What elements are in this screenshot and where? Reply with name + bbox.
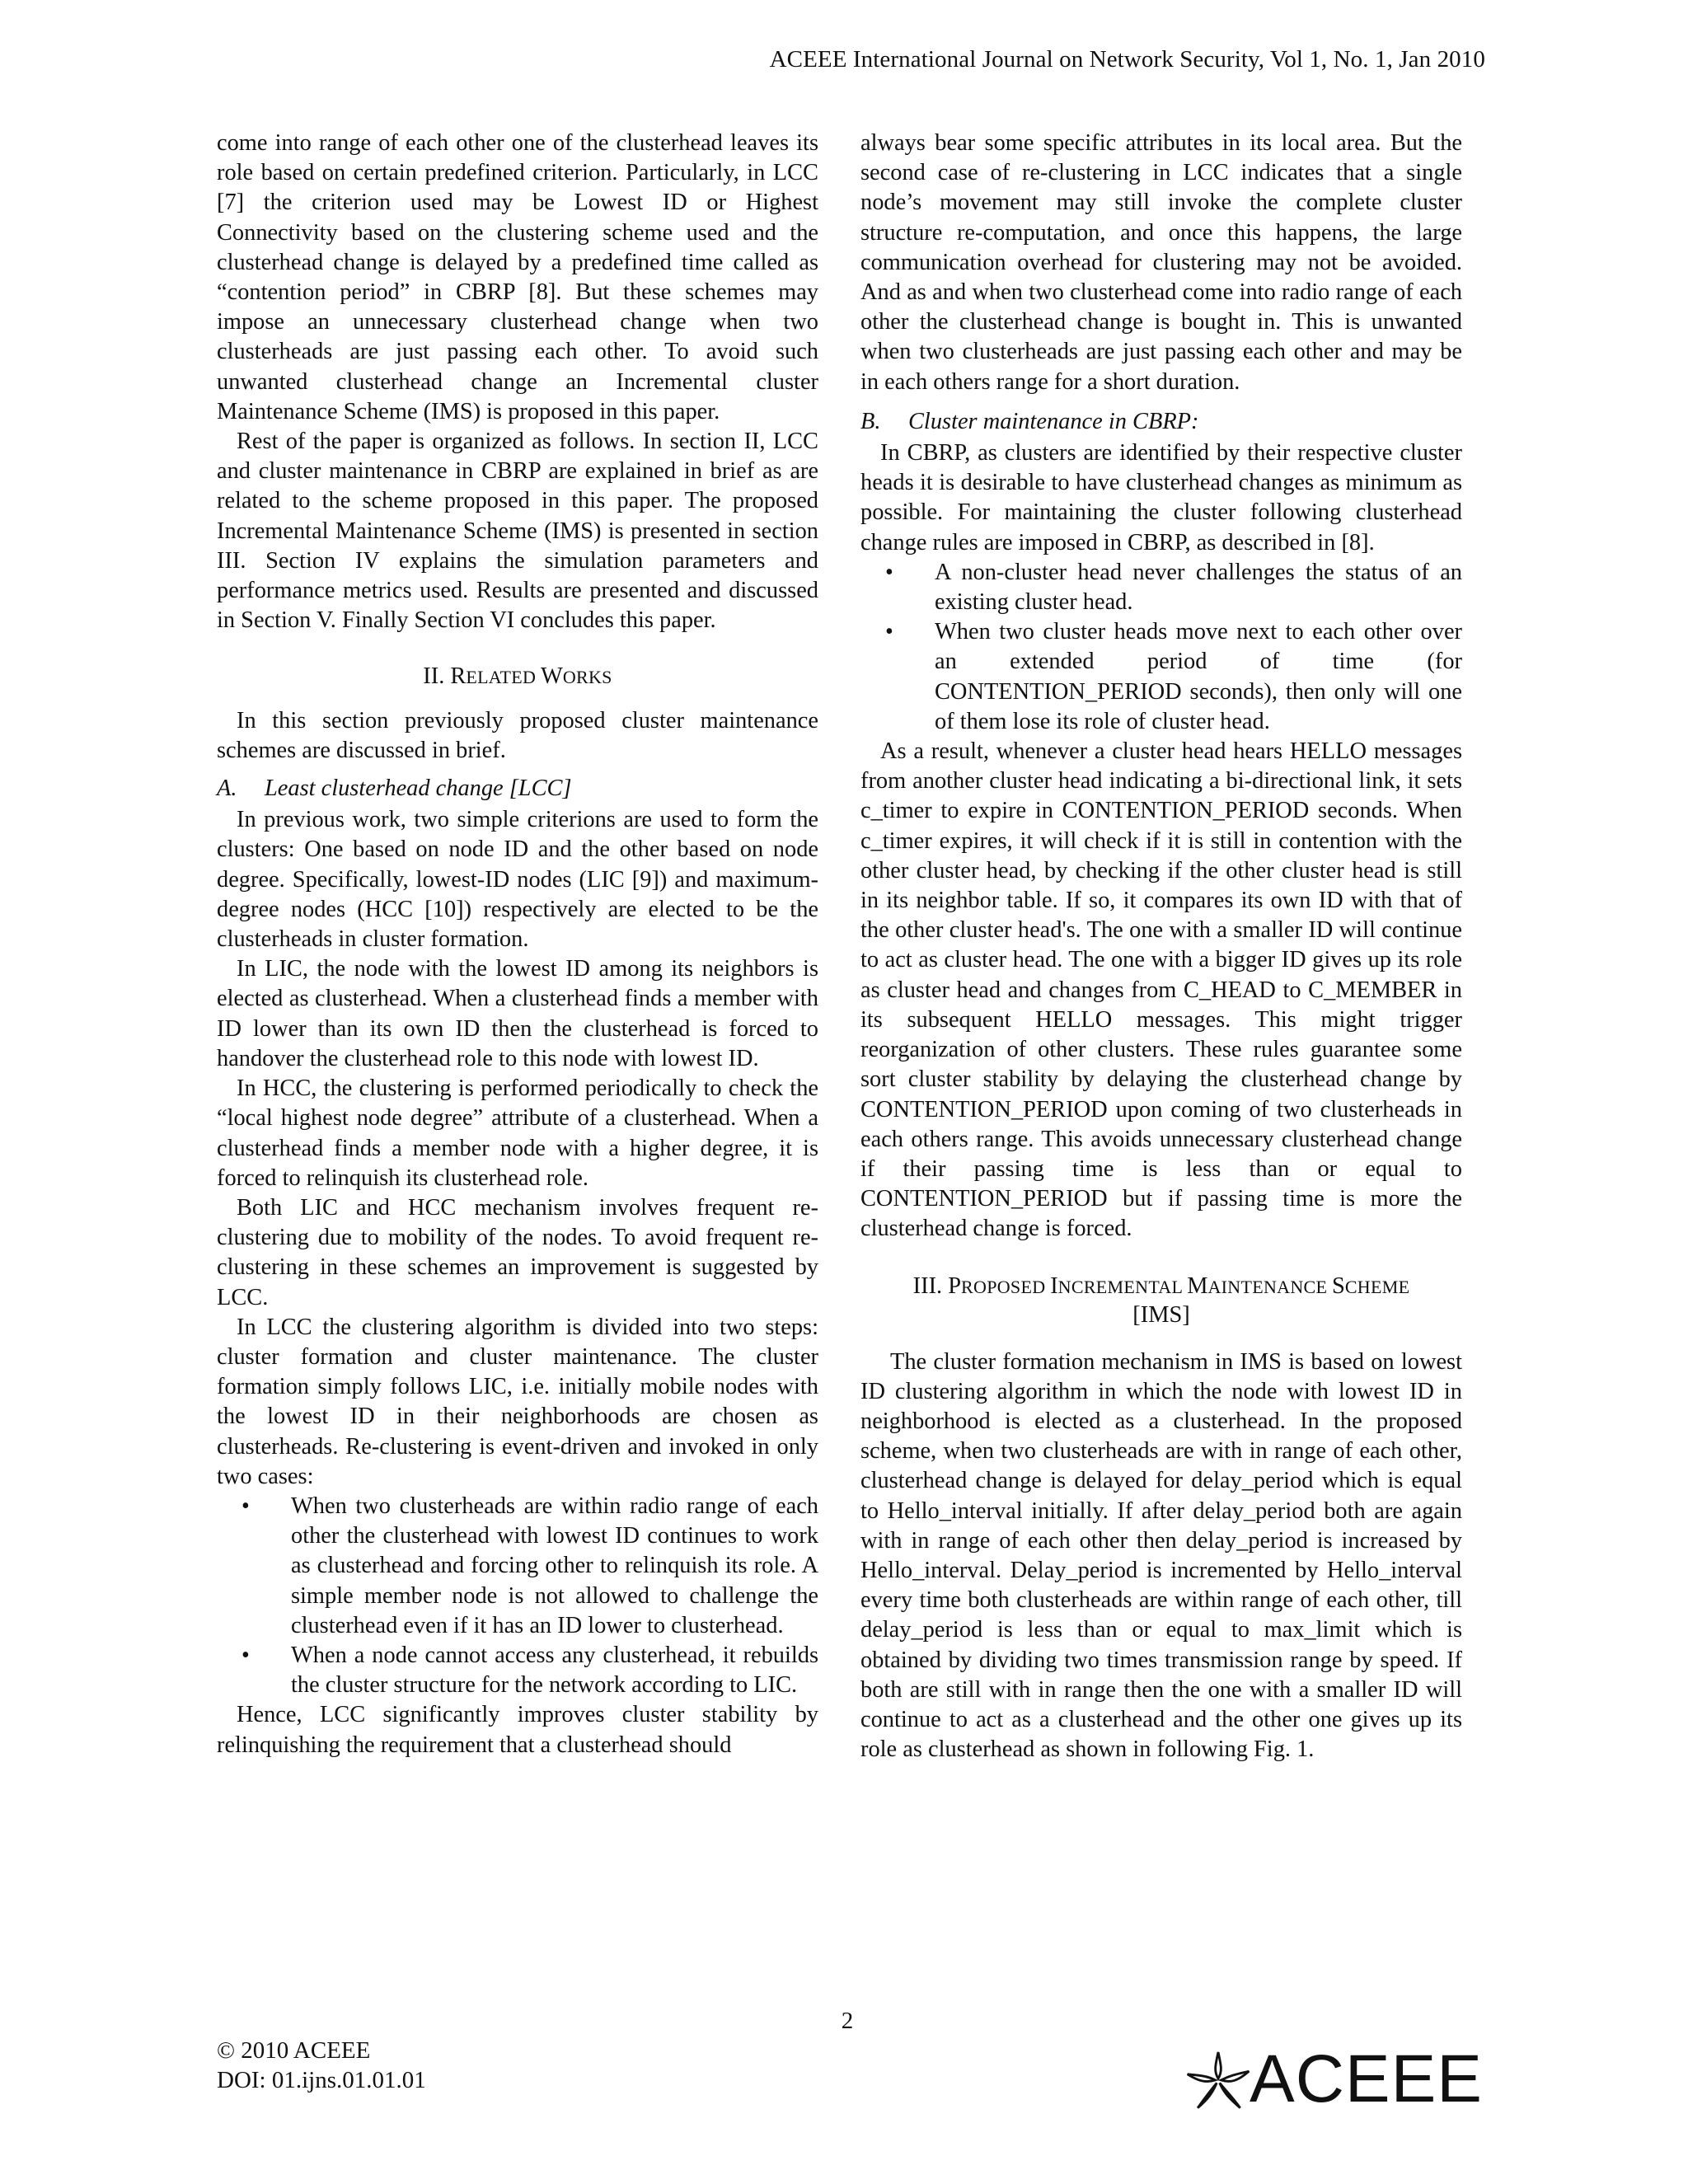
- paragraph: come into range of each other one of the clusterhead leaves its role based on certain predefined criterion. Particularly, in LCC [7] the criterion used may be Lowest ID or Highest Connectivity based on the clustering scheme used and the clusterhead change is delayed by a predefined time called as “contention period” in CBRP [8]. But these schemes may impose an unnecessary clusterhead change when two clusterheads are just passing each other. To avoid such unwanted clusterhead change an Incremental cluster Maintenance Scheme (IMS) is proposed in this paper.: [217, 130, 818, 424]
- aceee-star-icon: [1180, 2046, 1256, 2112]
- subsection-heading-cbrp: B. Cluster maintenance in CBRP:: [860, 408, 1199, 434]
- bullet-icon: •: [885, 619, 893, 645]
- paragraph: In CBRP, as clusters are identified by their respective cluster heads it is desirable to have clusterhead changes as minimum as possible. For maintaining the cluster following clusterhead change rules are imposed in CBRP, as described in [8].: [860, 440, 1462, 555]
- bullet-list: [217, 1492, 818, 1700]
- doi: DOI: 01.ijns.01.01.01: [217, 2067, 426, 2093]
- page-number: 2: [841, 2008, 854, 2034]
- list-item: • When two clusterheads are within radio range of each other the clusterhead with lowest ID continues to work as clusterhead and forcing other to relinquish its role. A simple member node is not allowed to challenge the clusterhead even if it has an ID lower to clusterhead.: [241, 1493, 818, 1638]
- subsection-heading-lcc: A. Least clusterhead change [LCC]: [217, 776, 572, 802]
- copyright: © 2010 ACEEE: [217, 2037, 371, 2064]
- aceee-logo: [1180, 2041, 1483, 2116]
- paragraph: Both LIC and HCC mechanism involves frequent re-clustering due to mobility of the nodes. To avoid frequent re-clustering in these schemes an improvement is suggested by LCC.: [217, 1194, 818, 1310]
- logo-text: ACEEE: [1250, 2041, 1483, 2116]
- bullet-list: [860, 558, 1462, 737]
- section-heading-related-works: II. RELATED WORKS: [423, 663, 612, 690]
- paragraph: In this section previously proposed cluster maintenance schemes are discussed in brief.: [217, 707, 818, 763]
- paragraph: The cluster formation mechanism in IMS is based on lowest ID clustering algorithm in which the node with lowest ID in neighborhood is elected as a clusterhead. In the proposed scheme, when two clusterheads are with in range of each other, clusterhead change is delayed for delay_period which is equal to Hello_interval initially. If after delay_period both are again with in range of each other then delay_period is increased by Hello_interval. Delay_period is incremented by Hello_interval every time both clusterheads are within range of each other, till delay_period is less than or equal to max_limit which is obtained by dividing two times transmission range by speed. If both are still with in range then the one with a smaller ID will continue to act as a clusterhead and the other one gives up its role as clusterhead as shown in following Fig. 1.: [860, 1348, 1462, 1763]
- paragraph: In previous work, two simple criterions are used to form the clusters: One based on node ID and the other based on node degree. Specifically, lowest-ID nodes (LIC [9]) and maximum-degree nodes (HCC [10]) respectively are elected to be the clusterheads in cluster formation.: [217, 807, 818, 953]
- bullet-icon: •: [241, 1493, 250, 1519]
- paragraph: always bear some specific attributes in its local area. But the second case of re-clustering in LCC indicates that a single node’s movement may still invoke the complete cluster structure re-computation, and once this happens, the large communication overhead for clustering may not be avoided. And as and when two clusterhead come into radio range of each other the clusterhead change is bought in. This is unwanted when two clusterheads are just passing each other and may be in each others range for a short duration.: [860, 130, 1462, 395]
- footer-info: [217, 2036, 426, 2095]
- paragraph: Rest of the paper is organized as follows. In section II, LCC and cluster maintenance in CBRP are explained in brief as are related to the scheme proposed in this paper. The proposed Incremental Maintenance Scheme (IMS) is presented in section III. Section IV explains the simulation parameters and performance metrics used. Results are presented and discussed in Section V. Finally Section VI concludes this paper.: [217, 429, 818, 634]
- right-column: [860, 129, 1462, 1765]
- running-header: [770, 46, 1485, 73]
- left-column: [217, 129, 818, 1760]
- section-heading-proposed-scheme: III. PROPOSED INCREMENTAL MAINTENANCE SCHEME [IMS]: [912, 1272, 1410, 1328]
- paragraph: In LIC, the node with the lowest ID among its neighbors is elected as clusterhead. When a clusterhead finds a member with ID lower than its own ID then the clusterhead is forced to handover the clusterhead role to this node with lowest ID.: [217, 956, 818, 1071]
- paragraph: Hence, LCC significantly improves cluster stability by relinquishing the requirement that a clusterhead should: [217, 1702, 818, 1758]
- journal-title: ACEEE International Journal on Network Security, Vol 1, No. 1, Jan 2010: [769, 46, 1485, 73]
- list-item: • When two cluster heads move next to each other over an extended period of time (for CONTENTION_PERIOD seconds), then only will one of them lose its role of cluster head.: [885, 619, 1462, 734]
- bullet-icon: •: [885, 559, 893, 585]
- paragraph: In HCC, the clustering is performed periodically to check the “local highest node degree” attribute of a clusterhead. When a clusterhead finds a member node with a higher degree, it is forced to relinquish its clusterhead role.: [217, 1076, 818, 1191]
- bullet-icon: •: [241, 1642, 250, 1668]
- list-item: • When a node cannot access any clusterhead, it rebuilds the cluster structure for the network according to LIC.: [241, 1642, 818, 1699]
- paragraph: As a result, whenever a cluster head hears HELLO messages from another cluster head indicating a bi-directional link, it sets c_timer to expire in CONTENTION_PERIOD seconds. When c_timer expires, it will check if it is still in contention with the other cluster head, by checking if the other cluster head is still in its neighbor table. If so, it compares its own ID with that of the other cluster head's. The one with a smaller ID will continue to act as cluster head. The one with a bigger ID gives up its role as cluster head and changes from C_HEAD to C_MEMBER in its subsequent HELLO messages. This might trigger reorganization of other clusters. These rules guarantee some sort cluster stability by delaying the clusterhead change by CONTENTION_PERIOD upon coming of two clusterheads in each others range. This avoids unnecessary clusterhead change if their passing time is less than or equal to CONTENTION_PERIOD but if passing time is more the clusterhead change is forced.: [860, 738, 1462, 1242]
- paragraph: In LCC the clustering algorithm is divided into two steps: cluster formation and cluster maintenance. The cluster formation simply follows LIC, i.e. initially mobile nodes with the lowest ID in their neighborhoods are chosen as clusterheads. Re-clustering is event-driven and invoked in only two cases:: [217, 1314, 818, 1489]
- list-item: • A non-cluster head never challenges the status of an existing cluster head.: [885, 559, 1462, 616]
